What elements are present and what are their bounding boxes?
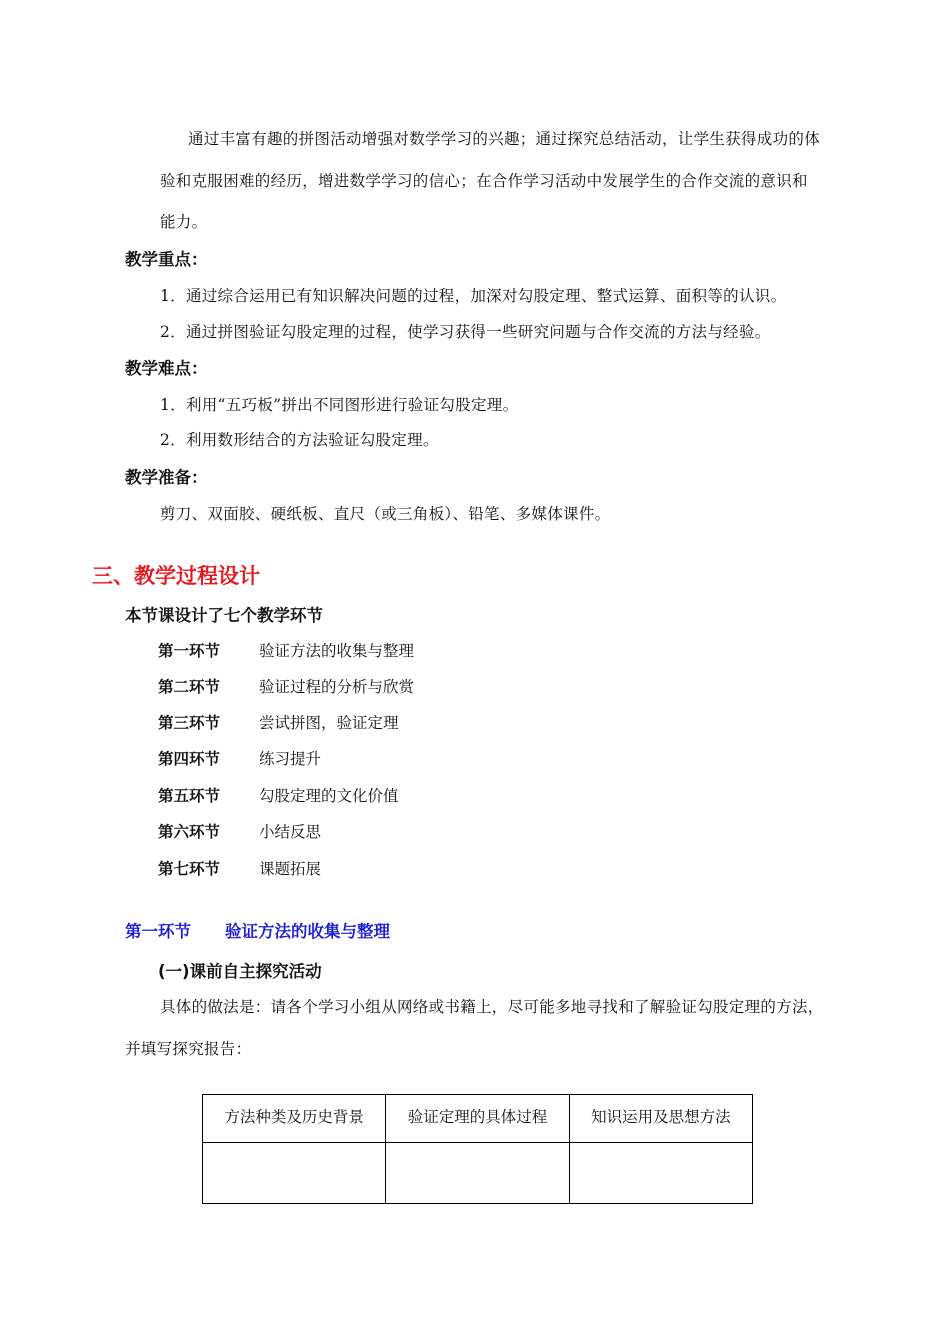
table-cell[interactable] xyxy=(203,1143,386,1204)
step-text: 验证方法的收集与整理 xyxy=(259,642,415,660)
table-header-row xyxy=(203,1095,753,1143)
step-label: 第七环节 xyxy=(158,860,221,878)
difficulty-item: 1．利用“五巧板”拼出不同图形进行验证勾股定理。 xyxy=(160,396,519,414)
step-label: 第五环节 xyxy=(158,787,221,805)
intro-line-3: 能力。 xyxy=(160,213,208,231)
intro-line-1: 通过丰富有趣的拼图活动增强对数学学习的兴趣；通过探究总结活动，让学生获得成功的体 xyxy=(188,130,821,148)
step-label: 第三环节 xyxy=(158,714,221,732)
table-header-cell: 验证定理的具体过程 xyxy=(386,1095,569,1143)
step-text: 勾股定理的文化价值 xyxy=(259,787,399,805)
step-label: 第六环节 xyxy=(158,823,221,841)
key-points-heading: 教学重点： xyxy=(125,250,208,269)
table-row xyxy=(203,1143,753,1204)
table-cell[interactable] xyxy=(386,1143,569,1204)
table-header-cell: 知识运用及思想方法 xyxy=(569,1095,752,1143)
key-point-item: 2．通过拼图验证勾股定理的过程，使学习获得一些研究问题与合作交流的方法与经验。 xyxy=(160,323,771,341)
step1-body-line-2: 并填写探究报告： xyxy=(125,1040,252,1058)
step1-sub-heading: (一)课前自主探究活动 xyxy=(158,962,322,981)
step-text: 课题拓展 xyxy=(259,860,322,878)
step-text: 练习提升 xyxy=(259,750,322,768)
section-subtitle: 本节课设计了七个教学环节 xyxy=(125,606,323,625)
table-cell[interactable] xyxy=(569,1143,752,1204)
intro-line-2: 验和克服困难的经历，增进数学学习的信心；在合作学习活动中发展学生的合作交流的意识和 xyxy=(160,172,808,190)
step-label: 第二环节 xyxy=(158,678,221,696)
difficulty-item: 2．利用数形结合的方法验证勾股定理。 xyxy=(160,431,439,449)
preparation-text: 剪刀、双面胶、硬纸板、直尺（或三角板）、铅笔、多媒体课件。 xyxy=(160,505,611,523)
preparation-heading: 教学准备： xyxy=(125,468,208,487)
step1-body-line-1: 具体的做法是：请各个学习小组从网络或书籍上，尽可能多地寻找和了解验证勾股定理的方法， xyxy=(160,998,824,1016)
step-text: 验证过程的分析与欣赏 xyxy=(259,678,415,696)
step1-title: 验证方法的收集与整理 xyxy=(225,922,390,941)
section-title: 三、教学过程设计 xyxy=(92,564,260,588)
step-text: 尝试拼图，验证定理 xyxy=(259,714,399,732)
step-text: 小结反思 xyxy=(259,823,322,841)
table-header-cell: 方法种类及历史背景 xyxy=(203,1095,386,1143)
step-label: 第一环节 xyxy=(158,642,221,660)
key-point-item: 1．通过综合运用已有知识解决问题的过程，加深对勾股定理、整式运算、面积等的认识。 xyxy=(160,287,787,305)
step1-label: 第一环节 xyxy=(125,922,191,941)
step-label: 第四环节 xyxy=(158,750,221,768)
report-table xyxy=(202,1094,753,1204)
difficulties-heading: 教学难点： xyxy=(125,359,208,378)
